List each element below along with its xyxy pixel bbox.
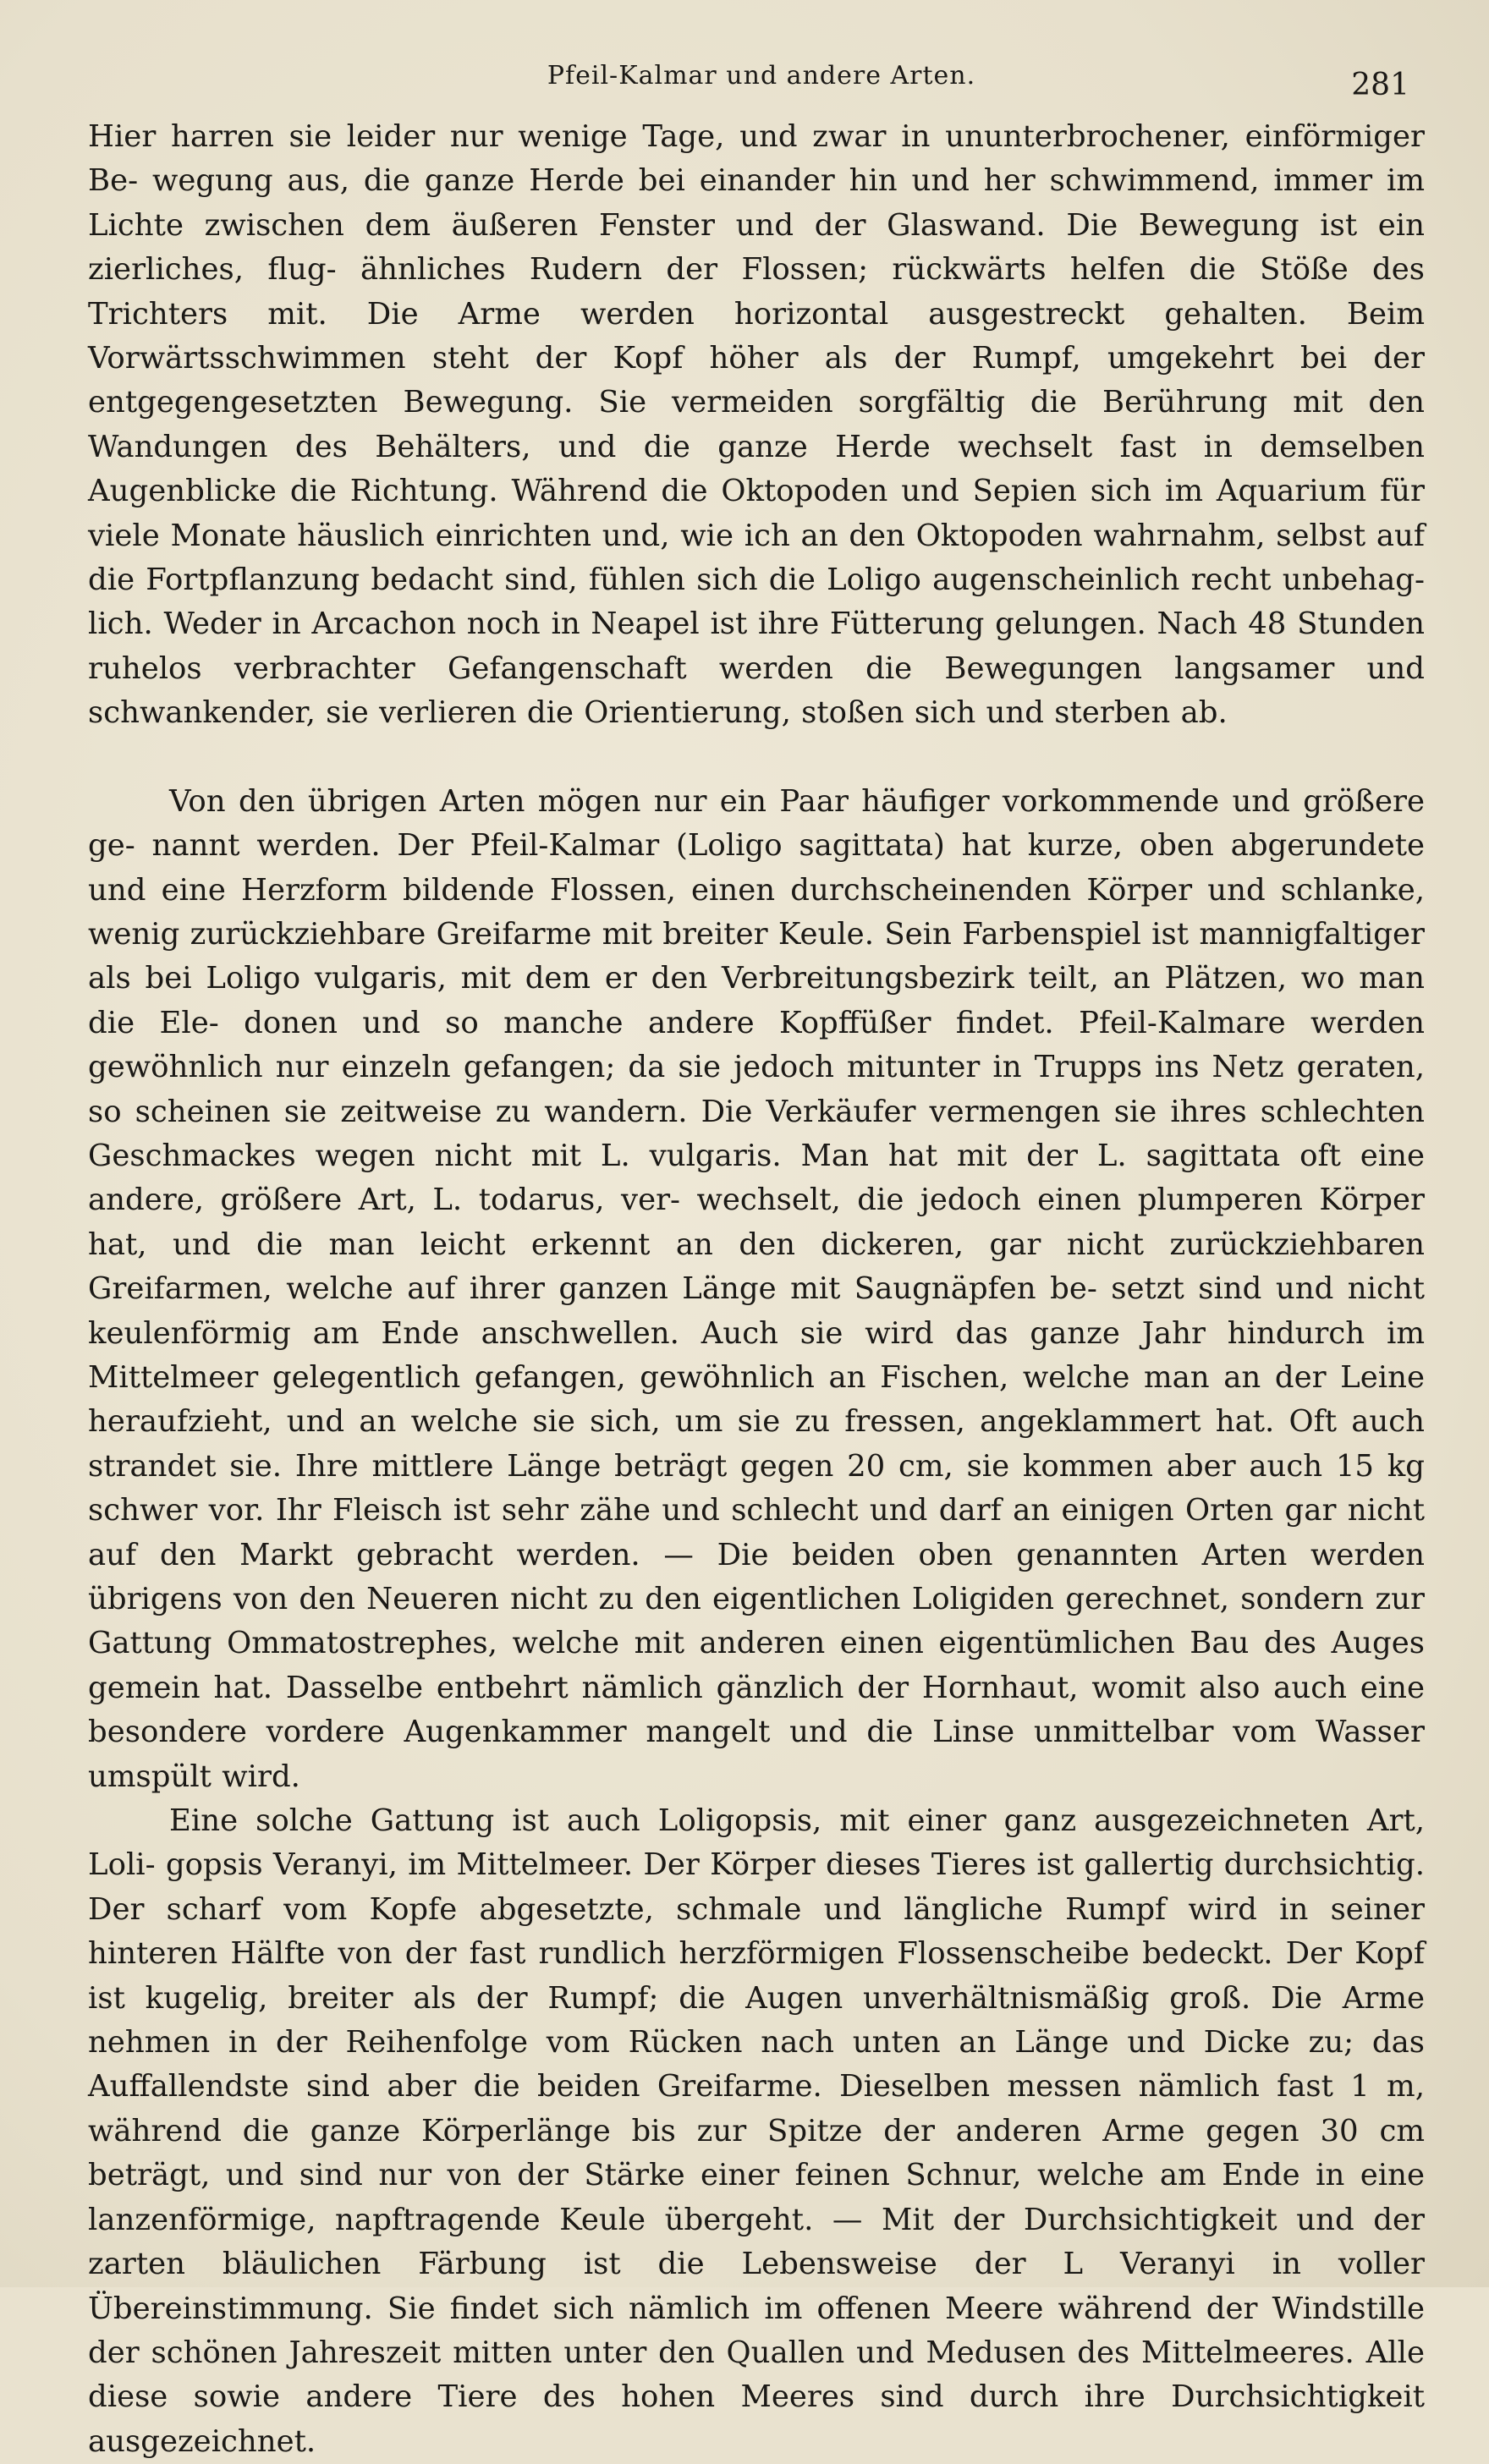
page-number: 281	[1351, 68, 1409, 102]
body-text	[88, 115, 1425, 2464]
paragraph-3: Eine solche Gattung ist auch Loligopsis, mit einer ganz ausgezeichneten Art, Loli- gopsis Veranyi, im Mittelmeer. Der Körper dieses Tieres ist gallertig durchsichtig. Der scharf vom Kopfe abgesetzte, schmale und längliche Rumpf wird in seiner hinteren Hälfte von der fast rundlich herzförmigen Flossenscheibe bedeckt. Der Kopf ist kugelig, breiter als der Rumpf; die Augen unverhältnismäßig groß. Die Arme nehmen in der Reihenfolge vom Rücken nach unten an Länge und Dicke zu; das Auffallendste sind aber die beiden Greifarme. Dieselben messen nämlich fast 1 m, während die ganze Körperlänge bis zur Spitze der anderen Arme gegen 30 cm beträgt, und sind nur von der Stärke einer feinen Schnur, welche am Ende in eine lanzenförmige, napftragende Keule übergeht. — Mit der Durchsichtigkeit und der zarten bläulichen Färbung ist die Lebensweise der L Veranyi in voller Übereinstimmung. Sie findet sich nämlich im offenen Meere während der Windstille der schönen Jahreszeit mitten unter den Quallen und Medusen des Mittelmeeres. Alle diese sowie andere Tiere des hohen Meeres sind durch ihre Durchsichtigkeit ausgezeichnet.	[88, 1803, 1425, 2459]
paragraph-1: Hier harren sie leider nur wenige Tage, und zwar in ununterbrochener, einförmiger Be- wegung aus, die ganze Herde bei einander hin und her schwimmend, immer im Lichte zwischen dem äußeren Fenster und der Glaswand. Die Bewegung ist ein zierliches, flug- ähnliches Rudern der Flossen; rückwärts helfen die Stöße des Trichters mit. Die Arme werden horizontal ausgestreckt gehalten. Beim Vorwärtsschwimmen steht der Kopf höher als der Rumpf, umgekehrt bei der entgegengesetzten Bewegung. Sie vermeiden sorgfältig die Berührung mit den Wandungen des Behälters, und die ganze Herde wechselt fast in demselben Augenblicke die Richtung. Während die Oktopoden und Sepien sich im Aquarium für viele Monate häuslich einrichten und, wie ich an den Oktopoden wahrnahm, selbst auf die Fortpflanzung bedacht sind, fühlen sich die Loligo augenscheinlich recht unbehag- lich. Weder in Arcachon noch in Neapel ist ihre Fütterung gelungen. Nach 48 Stunden ruhelos verbrachter Gefangenschaft werden die Bewegungen langsamer und schwankender, sie verlieren die Orientierung, stoßen sich und sterben ab.	[88, 119, 1425, 731]
paragraph-2: Von den übrigen Arten mögen nur ein Paar häufiger vorkommende und größere ge- nannt werden. Der Pfeil-Kalmar (Loligo sagittata) hat kurze, oben abgerundete und eine Herzform bildende Flossen, einen durchscheinenden Körper und schlanke, wenig zurückziehbare Greifarme mit breiter Keule. Sein Farbenspiel ist mannigfaltiger als bei Loligo vulgaris, mit dem er den Verbreitungsbezirk teilt, an Plätzen, wo man die Ele- donen und so manche andere Kopffüßer findet. Pfeil-Kalmare werden gewöhnlich nur einzeln gefangen; da sie jedoch mitunter in Trupps ins Netz geraten, so scheinen sie zeitweise zu wandern. Die Verkäufer vermengen sie ihres schlechten Geschmackes wegen nicht mit L. vulgaris. Man hat mit der L. sagittata oft eine andere, größere Art, L. todarus, ver- wechselt, die jedoch einen plumperen Körper hat, und die man leicht erkennt an den dickeren, gar nicht zurückziehbaren Greifarmen, welche auf ihrer ganzen Länge mit Saugnäpfen be- setzt sind und nicht keulenförmig am Ende anschwellen. Auch sie wird das ganze Jahr hindurch im Mittelmeer gelegentlich gefangen, gewöhnlich an Fischen, welche man an der Leine heraufzieht, und an welche sie sich, um sie zu fressen, angeklammert hat. Oft auch strandet sie. Ihre mittlere Länge beträgt gegen 20 cm, sie kommen aber auch 15 kg schwer vor. Ihr Fleisch ist sehr zähe und schlecht und darf an einigen Orten gar nicht auf den Markt gebracht werden. — Die beiden oben genannten Arten werden übrigens von den Neueren nicht zu den eigentlichen Loligiden gerechnet, sondern zur Gattung Ommatostrephes, welche mit anderen einen eigentümlichen Bau des Auges gemein hat. Dasselbe entbehrt nämlich gänzlich der Hornhaut, womit also auch eine besondere vordere Augenkammer mangelt und die Linse unmittelbar vom Wasser umspült wird.	[88, 783, 1425, 1794]
running-head	[93, 54, 1430, 105]
running-title: Pfeil-Kalmar und andere Arten.	[547, 61, 976, 91]
